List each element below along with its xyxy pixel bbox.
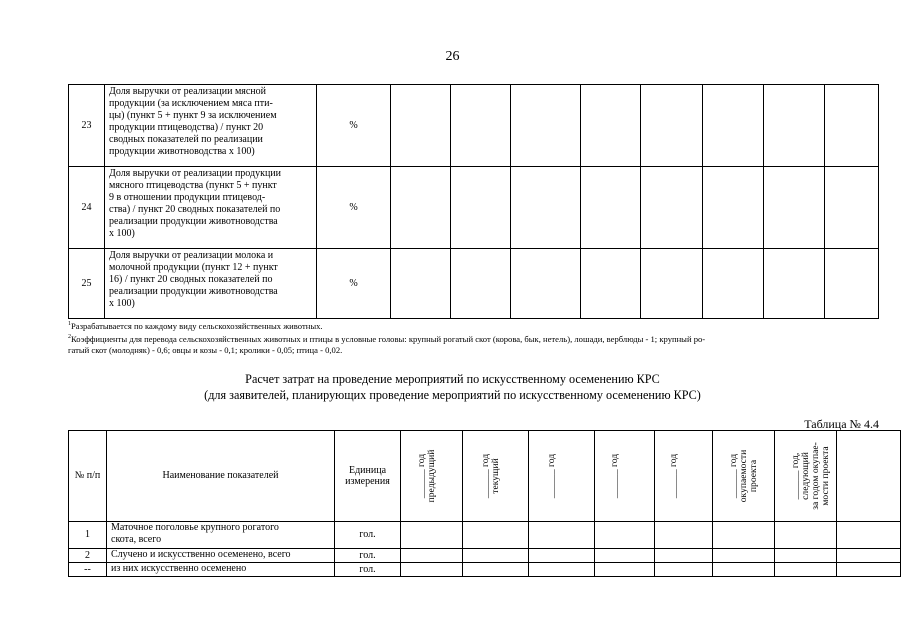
indicator-name: Доля выручки от реализации мясной продукции (за исключением мяса пти- цы) (пункт 5 + пункт 9 за исключением продукции птицеводства) / пункт 20 сводных показателей по реализации продукции животноводства x 100) <box>105 85 317 167</box>
value-cell <box>713 522 775 549</box>
value-cell <box>764 85 825 167</box>
value-cell <box>764 249 825 319</box>
value-cell <box>641 85 703 167</box>
value-cell <box>581 85 641 167</box>
header-year-after-payback: ______ год, следующий за годом окупае- мости проекта <box>775 431 837 522</box>
value-cell <box>581 249 641 319</box>
value-cell <box>775 549 837 563</box>
value-cell <box>655 549 713 563</box>
value-cell <box>391 85 451 167</box>
header-year: ______ год <box>655 431 713 522</box>
table-label: Таблица № 4.4 <box>804 417 879 431</box>
unit-cell: % <box>317 167 391 249</box>
value-cell <box>451 167 511 249</box>
value-cell <box>391 167 451 249</box>
value-cell <box>703 85 764 167</box>
value-cell <box>391 249 451 319</box>
value-cell <box>529 563 595 577</box>
table-row <box>69 167 879 249</box>
table-header-row <box>69 431 901 522</box>
page-number: 26 <box>445 49 460 64</box>
header-number: № п/п <box>69 431 107 522</box>
header-year: ______ год <box>529 431 595 522</box>
unit-cell: % <box>317 85 391 167</box>
table-row <box>69 549 901 563</box>
value-cell <box>703 249 764 319</box>
header-year-current: ______ год текущий <box>463 431 529 522</box>
table-row <box>69 85 879 167</box>
footnote-2: $^2$Коэффициенты для перевода сельскохозяйственных животных и птицы в условные головы: крупный рогатый скот (корова, бык, нетель), лошади, верблюды - 1; крупный ро- гатый скот (молодняк) - 0,6; овцы и козы - 0,1; кролики - 0,05; птица - 0,02. <box>68 333 706 355</box>
value-cell <box>463 563 529 577</box>
value-cell <box>764 167 825 249</box>
indicator-name: Доля выручки от реализации продукции мясного птицеводства (пункт 5 + пункт 9 в отношении продукции птицевод- ства) / пункт 20 сводных показателей по реализации продукции животноводства x 100) <box>105 167 317 249</box>
unit-cell: % <box>317 249 391 319</box>
unit-cell: гол. <box>335 549 401 563</box>
value-cell <box>775 563 837 577</box>
value-cell <box>451 249 511 319</box>
value-cell <box>595 549 655 563</box>
value-cell <box>713 549 775 563</box>
value-cell <box>825 85 879 167</box>
table-row <box>69 249 879 319</box>
value-cell <box>401 549 463 563</box>
indicator-name: из них искусственно осеменено <box>107 563 335 577</box>
value-cell <box>837 549 901 563</box>
value-cell <box>511 249 581 319</box>
value-cell <box>463 549 529 563</box>
value-cell <box>837 522 901 549</box>
row-number: -- <box>69 563 107 577</box>
table-row <box>69 563 901 577</box>
header-empty <box>837 431 901 522</box>
value-cell <box>511 85 581 167</box>
value-cell <box>595 563 655 577</box>
value-cell <box>401 563 463 577</box>
value-cell <box>641 249 703 319</box>
header-year-previous: ______ год предыдущий <box>401 431 463 522</box>
unit-cell: гол. <box>335 522 401 549</box>
value-cell <box>529 522 595 549</box>
value-cell <box>463 522 529 549</box>
header-unit: Единица измерения <box>335 431 401 522</box>
indicator-name: Доля выручки от реализации молока и молочной продукции (пункт 12 + пункт 16) / пункт 20 сводных показателей по реализации продукции животноводства x 100) <box>105 249 317 319</box>
row-number: 23 <box>69 85 105 167</box>
insemination-costs-table <box>68 430 901 577</box>
table-row <box>69 522 901 549</box>
value-cell <box>703 167 764 249</box>
unit-cell: гол. <box>335 563 401 577</box>
value-cell <box>401 522 463 549</box>
value-cell <box>641 167 703 249</box>
section-title-line-2: (для заявителей, планирующих проведение мероприятий по искусственному осеменению КРС) <box>204 388 701 402</box>
value-cell <box>655 522 713 549</box>
value-cell <box>581 167 641 249</box>
value-cell <box>825 249 879 319</box>
row-number: 2 <box>69 549 107 563</box>
row-number: 24 <box>69 167 105 249</box>
section-title-line-1: Расчет затрат на проведение мероприятий по искусственному осеменению КРС <box>245 372 660 386</box>
footnote-1: $^1$Разрабатывается по каждому виду сельскохозяйственных животных. <box>68 320 323 331</box>
header-year: ______ год <box>595 431 655 522</box>
header-year-payback: ______ год окупаемости проекта <box>713 431 775 522</box>
value-cell <box>451 85 511 167</box>
row-number: 25 <box>69 249 105 319</box>
value-cell <box>775 522 837 549</box>
value-cell <box>713 563 775 577</box>
value-cell <box>825 167 879 249</box>
header-name: Наименование показателей <box>107 431 335 522</box>
indicator-name: Случено и искусственно осеменено, всего <box>107 549 335 563</box>
value-cell <box>511 167 581 249</box>
indicator-name: Маточное поголовье крупного рогатого скота, всего <box>107 522 335 549</box>
value-cell <box>595 522 655 549</box>
indicators-table-continued <box>68 84 879 319</box>
value-cell <box>529 549 595 563</box>
value-cell <box>655 563 713 577</box>
row-number: 1 <box>69 522 107 549</box>
value-cell <box>837 563 901 577</box>
